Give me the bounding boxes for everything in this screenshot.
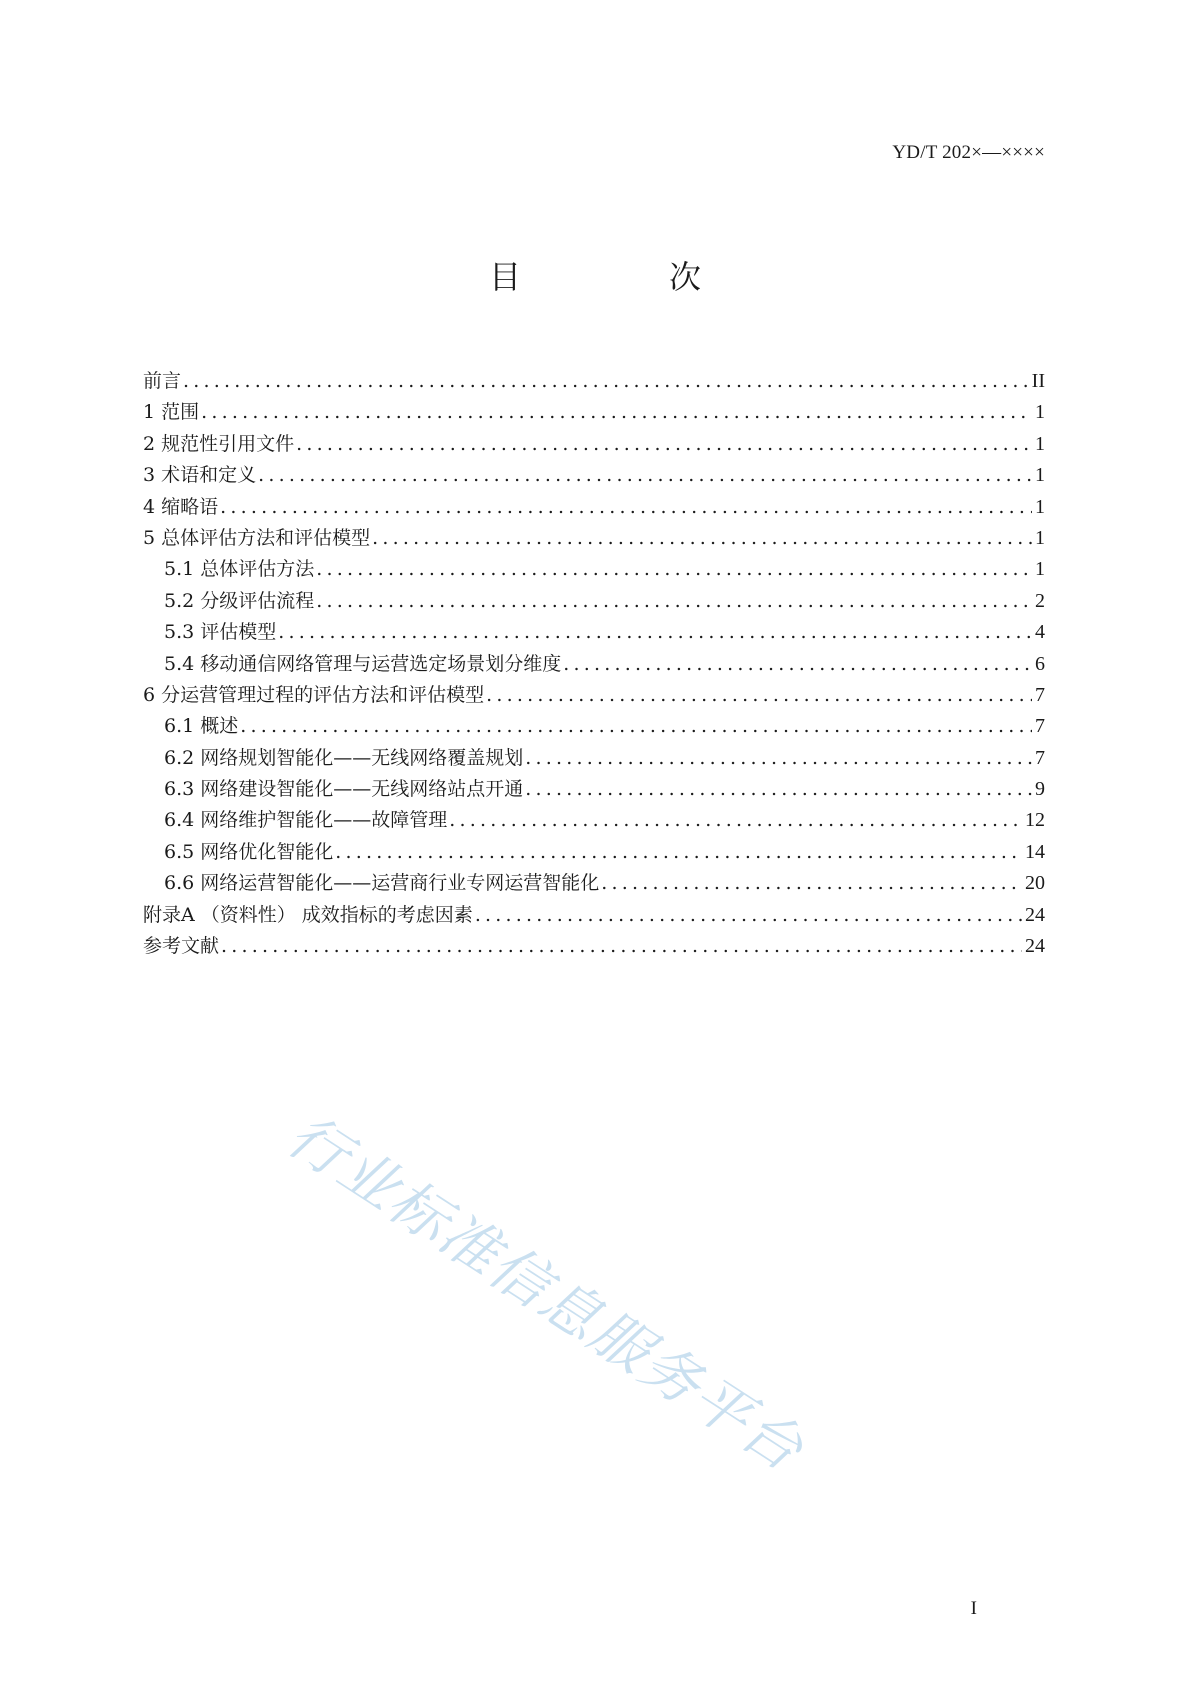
toc-entry-page: 4 (1035, 621, 1045, 644)
toc-entry-page: 7 (1035, 683, 1045, 706)
toc-entry-page: 1 (1035, 464, 1045, 487)
document-code: YD/T 202×—×××× (892, 142, 1045, 163)
toc-entry-page: 7 (1035, 715, 1045, 738)
toc-dot-leader (475, 904, 1022, 926)
toc-entry[interactable] (143, 711, 1045, 742)
toc-dot-leader (220, 496, 1032, 518)
toc-entry-label: 6.4 网络维护智能化——故障管理 (164, 809, 448, 832)
toc-dot-leader (221, 935, 1022, 957)
toc-dot-leader (316, 558, 1032, 580)
toc-entry[interactable] (143, 805, 1045, 836)
table-of-contents (143, 366, 1045, 962)
toc-entry[interactable] (143, 586, 1045, 617)
toc-entry[interactable] (143, 429, 1045, 460)
toc-entry[interactable] (143, 837, 1045, 868)
toc-dot-leader (563, 653, 1032, 675)
toc-entry-label: 6.3 网络建设智能化——无线网络站点开通 (164, 778, 524, 801)
page-number: I (970, 1598, 977, 1619)
toc-dot-leader (240, 715, 1032, 737)
toc-entry-page: II (1031, 370, 1045, 392)
toc-entry[interactable] (143, 743, 1045, 774)
toc-entry-page: 20 (1025, 872, 1045, 895)
toc-entry-page: 1 (1035, 495, 1045, 518)
toc-entry-page: 1 (1035, 526, 1045, 549)
toc-entry[interactable] (143, 774, 1045, 805)
toc-dot-leader (335, 841, 1022, 863)
toc-dot-leader (316, 590, 1032, 612)
toc-entry-page: 6 (1035, 652, 1045, 675)
toc-entry[interactable] (143, 397, 1045, 428)
toc-entry[interactable] (143, 617, 1045, 648)
toc-entry-page: 2 (1035, 589, 1045, 612)
toc-entry[interactable] (143, 492, 1045, 523)
toc-entry[interactable] (143, 554, 1045, 585)
toc-dot-leader (258, 464, 1032, 486)
toc-entry-label: 5.4 移动通信网络管理与运营选定场景划分维度 (164, 652, 562, 675)
toc-entry[interactable] (143, 366, 1045, 397)
toc-dot-leader (525, 778, 1032, 800)
watermark: 行业标准信息服务平台 (275, 1100, 817, 1485)
toc-dot-leader (486, 684, 1032, 706)
toc-entry-label: 6.2 网络规划智能化——无线网络覆盖规划 (164, 746, 524, 769)
toc-entry-label: 2 规范性引用文件 (143, 432, 295, 455)
toc-dot-leader (525, 747, 1032, 769)
toc-entry-label: 5.3 评估模型 (164, 621, 277, 644)
toc-entry-label: 参考文献 (143, 935, 220, 958)
toc-entry-label: 1 范围 (143, 401, 200, 424)
toc-dot-leader (449, 809, 1022, 831)
toc-entry-page: 14 (1025, 840, 1045, 863)
toc-entry-label: 6.6 网络运营智能化——运营商行业专网运营智能化 (164, 872, 600, 895)
toc-entry-label: 6.1 概述 (164, 715, 239, 738)
toc-entry[interactable] (143, 523, 1045, 554)
toc-entry-label: 附录A （资料性） 成效指标的考虑因素 (143, 903, 473, 926)
toc-dot-leader (278, 621, 1032, 643)
toc-entry-label: 3 术语和定义 (143, 464, 257, 487)
toc-entry-label: 6.5 网络优化智能化 (164, 840, 334, 863)
toc-entry[interactable] (143, 680, 1045, 711)
toc-entry-label: 4 缩略语 (143, 495, 219, 518)
toc-dot-leader (296, 433, 1032, 455)
toc-dot-leader (372, 527, 1032, 549)
toc-entry-label: 6 分运营管理过程的评估方法和评估模型 (143, 683, 485, 706)
toc-entry-page: 9 (1035, 778, 1045, 801)
toc-entry[interactable] (143, 460, 1045, 491)
toc-entry-label: 5.1 总体评估方法 (164, 558, 315, 581)
toc-entry-label: 5 总体评估方法和评估模型 (143, 526, 371, 549)
toc-entry-page: 24 (1025, 903, 1045, 926)
toc-entry-page: 12 (1025, 809, 1045, 832)
toc-entry-label: 5.2 分级评估流程 (164, 589, 315, 612)
toc-entry-label: 前言 (143, 370, 182, 392)
toc-entry-page: 1 (1035, 432, 1045, 455)
toc-entry-page: 24 (1025, 935, 1045, 958)
page-title: 目 次 (488, 258, 759, 296)
toc-dot-leader (601, 872, 1022, 894)
toc-entry[interactable] (143, 900, 1045, 931)
toc-entry[interactable] (143, 931, 1045, 962)
toc-entry-page: 7 (1035, 746, 1045, 769)
toc-dot-leader (183, 370, 1029, 392)
toc-entry[interactable] (143, 649, 1045, 680)
toc-dot-leader (201, 401, 1032, 423)
toc-entry-page: 1 (1035, 401, 1045, 424)
toc-entry-page: 1 (1035, 558, 1045, 581)
toc-entry[interactable] (143, 868, 1045, 899)
